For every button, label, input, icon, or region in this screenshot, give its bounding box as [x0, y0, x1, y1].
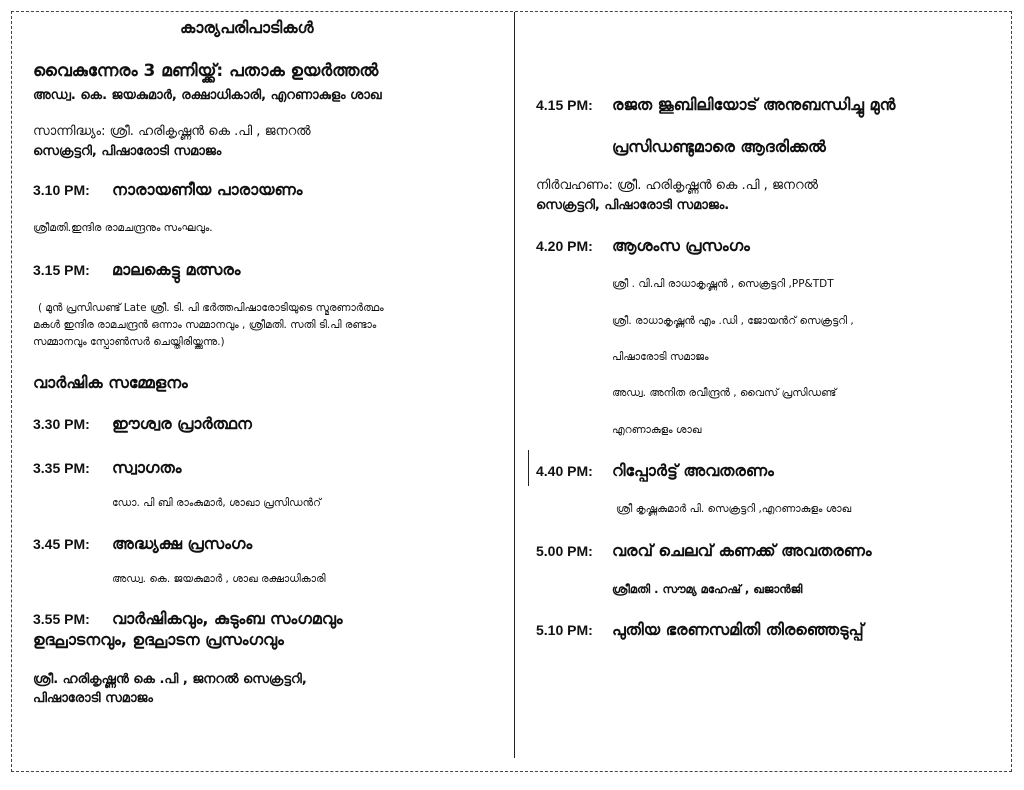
item-310-title: നാരായണീയ പാരായണം — [112, 180, 303, 199]
item-440-title: റിപ്പോർട്ട് അവതരണം — [612, 461, 774, 480]
greeting-speaker-2: ശ്രീ. രാധാകൃഷ്ണൻ എം .ഡി , ജോയൻറ് സെക്രട്ടറി , — [612, 315, 854, 327]
time-330: 3.30 PM: — [33, 416, 90, 432]
item-315-note-2: മകൾ ഇന്ദിര രാമചന്ദ്രൻ ഒന്നാം സമ്മാനവും , ശ്രീമതി. സതി ടി.പി രണ്ടാം — [33, 319, 377, 331]
item-415-title-2: പ്രസിഡണ്ടുമാരെ ആദരിക്കൽ — [612, 137, 826, 156]
item-355-person-1: ശ്രീ. ഹരികൃഷ്ണൻ കെ .പി , ജനറൽ സെക്രട്ടറി, — [33, 672, 307, 687]
item-355-person-2: പിഷാരോടി സമാജം — [33, 691, 153, 706]
time-310: 3.10 PM: — [33, 182, 90, 198]
greeting-speaker-1: ശ്രീ . വി.പി രാധാകൃഷ്ണൻ , സെക്രട്ടറി ,PP&TDT — [612, 278, 834, 290]
time-355: 3.55 PM: — [33, 611, 90, 627]
item-500-person: ശ്രീമതി . സൗമ്യ മഹേഷ് , ഖജാൻജി — [612, 582, 803, 596]
item-315-note-3: സമ്മാനവും സ്പോൺസർ ചെയ്തിരിയ്ക്കുന്നു.) — [33, 336, 225, 348]
item-335-person: ഡോ. പി ബി രാംകുമാർ, ശാഖാ പ്രസിഡൻറ് — [112, 497, 321, 509]
time-500: 5.00 PM: — [536, 543, 593, 559]
item-310-person: ശ്രീമതി.ഇന്ദിര രാമചന്ദ്രനും സംഘവും. — [33, 222, 213, 234]
time-420: 4.20 PM: — [536, 238, 593, 254]
item-415-person-1: നിർവഹണം: ശ്രീ. ഹരികൃഷ്ണൻ കെ .പി , ജനറൽ — [536, 178, 819, 193]
time-415: 4.15 PM: — [536, 97, 593, 113]
item-415-person-2: സെക്രട്ടറി, പിഷാരോടി സമാജം. — [536, 198, 730, 213]
flag-hoisting-person: അഡ്വ. കെ. ജയകുമാർ, രക്ഷാധികാരി, എറണാകുളം ശാഖ — [33, 88, 382, 103]
item-440-person: ശ്രീ കൃഷ്ണകുമാർ പി. സെക്രട്ടറി ,എറണാകുളം ശാഖ — [616, 503, 852, 515]
presence-line-1: സാന്നിദ്ധ്യം: ശ്രീ. ഹരികൃഷ്ണൻ കെ .പി , ജനറൽ — [33, 124, 311, 139]
item-345-title: അദ്ധ്യക്ഷ പ്രസംഗം — [112, 534, 253, 553]
item-510-title: പുതിയ ഭരണസമിതി തിരഞ്ഞെടുപ്പ് — [612, 620, 864, 639]
time-345: 3.45 PM: — [33, 536, 90, 552]
item-355-title-1: വാർഷികവും, കുടുംബ സംഗമവും — [112, 609, 343, 628]
item-330-title: ഈശ്വര പ്രാർത്ഥന — [112, 414, 252, 433]
column-divider-short — [528, 450, 529, 486]
flag-hoisting-heading: വൈകുന്നേരം 3 മണിയ്ക്ക്: പതാക ഉയർത്തൽ — [33, 61, 379, 81]
item-345-person: അഡ്വ. കെ. ജയകുമാർ , ശാഖ രക്ഷാധികാരി — [112, 573, 326, 585]
presence-line-2: സെക്രട്ടറി, പിഷാരോടി സമാജം — [33, 144, 222, 159]
greeting-speaker-3: അഡ്വ. അനിത രവീന്ദ്രൻ , വൈസ് പ്രസിഡണ്ട് — [612, 387, 837, 399]
time-440: 4.40 PM: — [536, 463, 593, 479]
column-divider — [514, 12, 515, 758]
time-510: 5.10 PM: — [536, 622, 593, 638]
item-355-title-2: ഉദ്ഘാടനവും, ഉദ്ഘാടന പ്രസംഗവും — [33, 630, 284, 649]
time-315: 3.15 PM: — [33, 262, 90, 278]
time-335: 3.35 PM: — [33, 460, 90, 476]
item-420-title: ആശംസ പ്രസംഗം — [612, 236, 750, 255]
annual-meeting-heading: വാർഷിക സമ്മേളനം — [33, 373, 188, 392]
greeting-speaker-2-org: പിഷാരോടി സമാജം — [612, 351, 709, 363]
greeting-speaker-3-org: എറണാകുളം ശാഖ — [612, 424, 702, 436]
program-title: കാര്യപരിപാടികൾ — [180, 18, 314, 37]
item-315-note-1: ( മുൻ പ്രസിഡണ്ട് Late ശ്രീ. ടി. പി ഭർത്തപിഷാരോടിയുടെ സ്മരണാർത്ഥം — [38, 302, 384, 314]
item-500-title: വരവ് ചെലവ് കണക്ക് അവതരണം — [612, 541, 872, 560]
item-415-title-1: രജത ജൂബിലിയോട് അനുബന്ധിച്ചു മുൻ — [612, 95, 896, 114]
item-335-title: സ്വാഗതം — [112, 458, 182, 477]
item-315-title: മാലകെട്ടു മത്സരം — [112, 260, 241, 279]
